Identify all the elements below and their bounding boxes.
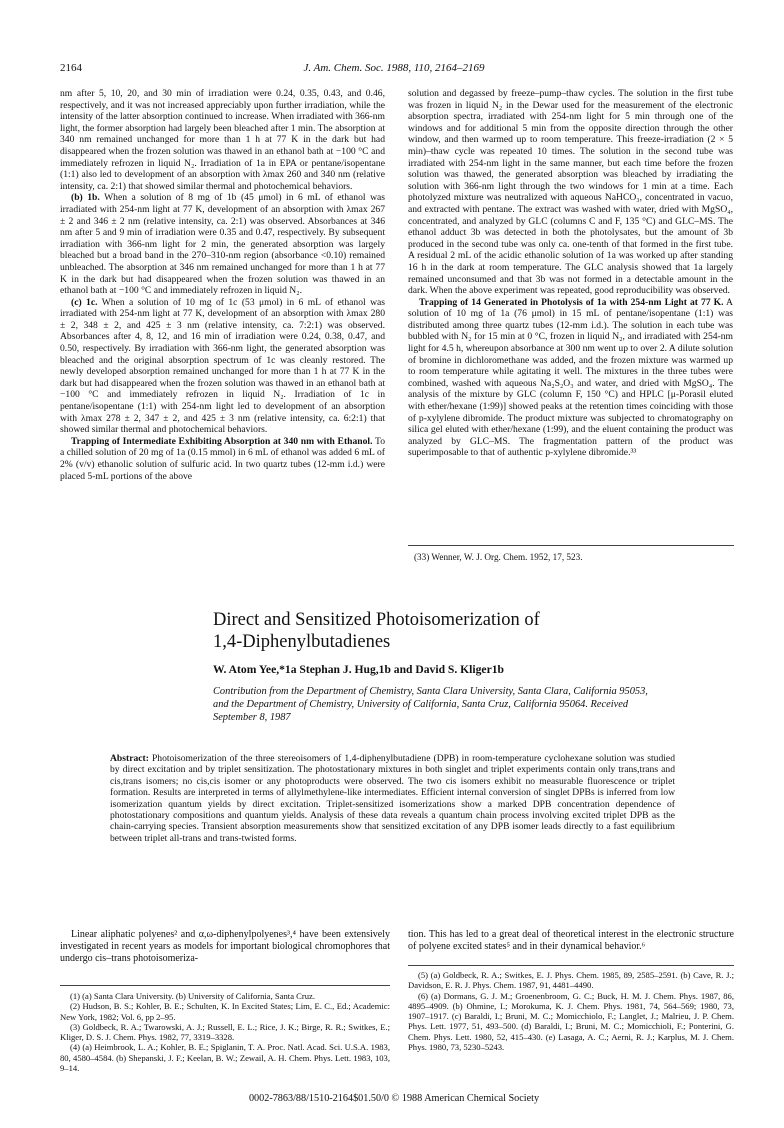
paragraph: solution and degassed by freeze–pump–thaw cycles. The solution in the first tube was frozen in liquid N₂ in the Dewar used for the measurement of the electronic absorption spectra, irradiated with 254-nm light for 5 min through one of the windows and for additional 5 min from the opposite direction through the other window, and then warmed up to room temperature. This freeze-irradiation (2 × 5 min)–thaw cycle was repeated 10 times. The solution in the second tube was irradiated with 254-nm light in the same manner, but each time before the frozen solution was thawed, the generated absorption was bleached by irradiating the solution with 366-nm light through the two windows for 1 min at a time. Each photolyzed mixture was neutralized with aqueous NaHCO₃, concentrated in vacuo, and extracted with pentane. The extract was washed with water, dried with MgSO₄, concentrated, and analyzed by GLC (columns C and F, 135 °C) and GLC–MS. The ethanol adduct 3b was detected in both the photolysates, but the amount of 3b produced in the second tube was only ca. one-tenth of that formed in the first tube. A residual 2 mL of the acidic ethanolic solution of 1a was worked up after standing 16 h in the dark at room temperature. The GLC analysis showed that 1a largely remained unconsumed and that 3b was not formed in a detectable amount in the dark. When the above experiment was repeated, good reproducibility was observed. <box>408 88 733 297</box>
footnote-33: (33) Wenner, W. J. Org. Chem. 1952, 17, 523. <box>414 552 583 562</box>
copyright-footer: 0002-7863/88/1510-2164$01.50/0 © 1988 American Chemical Society <box>248 1093 540 1104</box>
reference: (2) Hudson, B. S.; Kohler, B. E.; Schulten, K. In Excited States; Lim, E. C., Ed.; Academic: New York, 1982; Vol. 6, pp 2–95. <box>60 1001 390 1022</box>
title-line: 1,4-Diphenylbutadienes <box>213 632 391 652</box>
article-title <box>213 609 673 653</box>
footnote-divider <box>408 545 734 546</box>
references-left <box>60 991 390 1073</box>
reference: (3) Goldbeck, R. A.; Twarowski, A. J.; Russell, E. L.; Rice, J. K.; Birge, R. R.; Switkes, E.; Kliger, D. S. J. Chem. Phys. 1982, 77, 3319–3328. <box>60 1021 390 1043</box>
author-list: W. Atom Yee,*1a Stephan J. Hug,1b and David S. Kliger1b <box>213 663 504 676</box>
paragraph <box>60 192 385 296</box>
paragraph-body: When a solution of 10 mg of 1c (53 μmol) in 6 mL of ethanol was irradiated with 254-nm light at 77 K, development of an absorption with λmax 280 ± 2, 348 ± 2, and 425 ± 3 nm (relative intensity, ca. 7:2:1) was observed. Absorbances after 4, 8, 12, and 16 min of irradiation were 0.24, 0.38, 0.47, and 0.50, respectively. By irradiation with 366-nm light, the generated absorption was bleached and the original absorption spectrum of 1c was cleanly restored. The newly developed absorption remained unchanged for more than 1 h at 77 K in the dark but had disappeared when the frozen solution was thawed in an ethanol bath at −100 °C and immediately refrozen in liquid N₂. Irradiation of 1c in pentane/isopentane (1:1) with 254-nm light led to development of an absorption with λmax 278 ± 2, 347 ± 2, and 425 ± 3 nm (relative intensity, ca. 6:2:1) that showed similar thermal and photochemical behaviors. <box>60 296 385 436</box>
abstract-label: Abstract: <box>110 753 149 764</box>
references-right <box>408 970 734 1052</box>
run-in-heading: (c) 1c. <box>71 296 98 308</box>
intro-right: tion. This has led to a great deal of theoretical interest in the electronic structure of polyene excited states⁵ and in their dynamical behavior.⁶ <box>408 929 734 952</box>
affiliation: Contribution from the Department of Chemistry, Santa Clara University, Santa Clara, California 95053, and the Department of Chemistry, University of California, Santa Cruz, California 95064. Received September 8, 1987 <box>213 686 648 723</box>
reference: (1) (a) Santa Clara University. (b) University of California, Santa Cruz. <box>70 991 316 1001</box>
title-line: Direct and Sensitized Photoisomerization of <box>213 610 540 630</box>
reference: (6) (a) Dormans, G. J. M.; Groenenbroom, G. C.; Buck, H. M. J. Chem. Phys. 1987, 86, 4895–4909. (b) Ohmine, I.; Morokuma, K. J. Chem. Phys. 1981, 74, 564–569; 1980, 73, 1907–1917. (c) Baraldi, I.; Bruni, M. C.; Momicchiolo, F.; Langlet, J.; Malrieu, J. P. Chem. Phys. Lett. 1977, 51, 493–500. (d) Baraldi, I.; Bruni, M. C.; Momicchioli, F.; Ponterini, G. Chem. Phys. Lett. 1980, 52, 415–430. (e) Lasaga, A. C.; Aerni, R. J.; Karplus, M. J. Chem. Phys. 1980, 73, 5230–5243. <box>408 990 734 1053</box>
reference: (5) (a) Goldbeck, R. A.; Switkes, E. J. Phys. Chem. 1985, 89, 2585–2591. (b) Cave, R. J.; Davidson, E. R. J. Phys. Chem. 1987, 91, 4481–4490. <box>408 970 734 991</box>
abstract <box>110 753 675 844</box>
journal-citation: J. Am. Chem. Soc. 1988, 110, 2164–2169 <box>303 62 485 74</box>
run-in-heading: Trapping of Intermediate Exhibiting Absorption at 340 nm with Ethanol. <box>71 435 373 447</box>
reference: (4) (a) Heimbrook, L. A.; Kohler, B. E.; Spiglanin, T. A. Proc. Natl. Acad. Sci. U.S.A. 1983, 80, 4580–4584. (b) Shepanski, J. F.; Keelan, B. W.; Zewail, A. H. Chem. Phys. Lett. 1983, 103, 9–14. <box>60 1042 390 1074</box>
run-in-heading: Trapping of 14 Generated in Photolysis of 1a with 254-nm Light at 77 K. <box>419 296 724 308</box>
paragraph-body: A solution of 10 mg of 1a (76 μmol) in 15 mL of pentane/isopentane (1:1) was distributed among three quartz tubes (12-mm i.d.). The solution in each tube was bubbled with N₂ for 15 min at 0 °C, frozen in liquid N₂, and irradiated with 254-nm light for 4.5 h, whereupon absorbance at 300 nm went up to over 2. A dilute solution of bromine in dichloromethane was added, and the frozen mixture was warmed up to room temperature while agitating it well. The mixtures in the three tubes were combined, washed with aqueous Na₂S₂O₃ and water, and dried with MgSO₄. The analysis of the mixture by GLC (column F, 150 °C) and HPLC [μ-Porasil eluted with ether/hexane (1:99)] showed peaks at the retention times coinciding with those of p-xylylene dibromide. The product mixture was subjected to chromatography on silica gel eluted with ether/hexane (1:99), and the eluent containing the product was analyzed by GLC–MS. The fragmentation pattern of the product was superimposable to that of authentic p-xylylene dibromide.³³ <box>408 296 733 459</box>
reference-divider <box>408 965 734 966</box>
paragraph <box>60 297 385 436</box>
right-column-text <box>408 88 733 459</box>
intro-left: Linear aliphatic polyenes² and α,ω-diphenylpolyenes³,⁴ have been extensively investigated in recent years as models for important biological chromophores that undergo cis–trans photoisomeriza- <box>60 929 390 964</box>
paragraph <box>408 297 733 459</box>
paragraph <box>60 436 385 482</box>
page-number: 2164 <box>60 62 82 74</box>
abstract-text: Photoisomerization of the three stereoisomers of 1,4-diphenylbutadiene (DPB) in room-temperature cyclohexane solution was studied by direct excitation and by triplet sensitization. The photostationary mixtures in both singlet and triplet experiments contain only trans,trans and cis,trans isomers; no cis,cis isomer or any photoproducts were observed. The two cis isomers exhibit no measurable fluorescence or triplet formation. Results are interpreted in terms of allylmethylene-like intermediates. Efficient internal conversion of singlet DPBs is inferred from low isomerization quantum yields by direct excitation. Triplet-sensitized isomerizations show a marked DPB concentration dependence of photostationary compositions and quantum yields. Analysis of these data reveals a quantum chain process involving excited triplet DPB as the chain-carrying species. Transient absorption measurements show that sensitized excitation of any DPB isomer leads directly to a fast equilibrium between triplet all-trans and trans-twisted forms. <box>110 753 675 844</box>
run-in-heading: (b) 1b. <box>71 192 100 204</box>
left-column-text <box>60 88 385 482</box>
reference-divider <box>60 985 390 986</box>
running-header <box>60 62 728 78</box>
paragraph-body: When a solution of 8 mg of 1b (45 μmol) in 6 mL of ethanol was irradiated with 254-nm light at 77 K, development of an absorption with λmax 267 ± 2 and 346 ± 2 nm (relative intensity, ca. 2:1) was observed. Absorbances at 346 nm after 5 and 9 min of irradiation were 0.35 and 0.47, respectively. By subsequent irradiation with 366-nm light for 2 min, the generated absorption was largely bleached but a broad band in the 270–310-nm region (absorbance <0.10) remained unbleached. The absorption at 346 nm remained unchanged for more than 1 h at 77 K in the dark but had disappeared when the frozen solution was thawed in an ethanol bath at −100 °C and immediately refrozen in liquid N₂. <box>60 192 386 297</box>
paragraph: nm after 5, 10, 20, and 30 min of irradiation were 0.24, 0.35, 0.43, and 0.46, respectively, and it was not increased appreciably upon further irradiation, while the intensity of the latter absorption continued to increase. When irradiated with 366-nm light, the former absorption had largely been bleached after 1 min. The absorption at 340 nm remained unchanged for more than 1 h at 77 K in the dark but had disappeared when the frozen solution was thawed in an ethanol bath at −100 °C and immediately refrozen in liquid N₂. Irradiation of 1a in EPA or pentane/isopentane (1:1) also led to development of an absorption with λmax 260 and 340 nm (relative intensity, ca. 2:1) that showed similar thermal and photochemical behaviors. <box>60 88 385 192</box>
paragraph-body: To a chilled solution of 20 mg of 1a (0.15 mmol) in 6 mL of ethanol was added 6 mL of 2% (v/v) ethanolic solution of sulfuric acid. In two quartz tubes (12-mm i.d.) were placed 5-mL portions of the above <box>60 435 385 482</box>
